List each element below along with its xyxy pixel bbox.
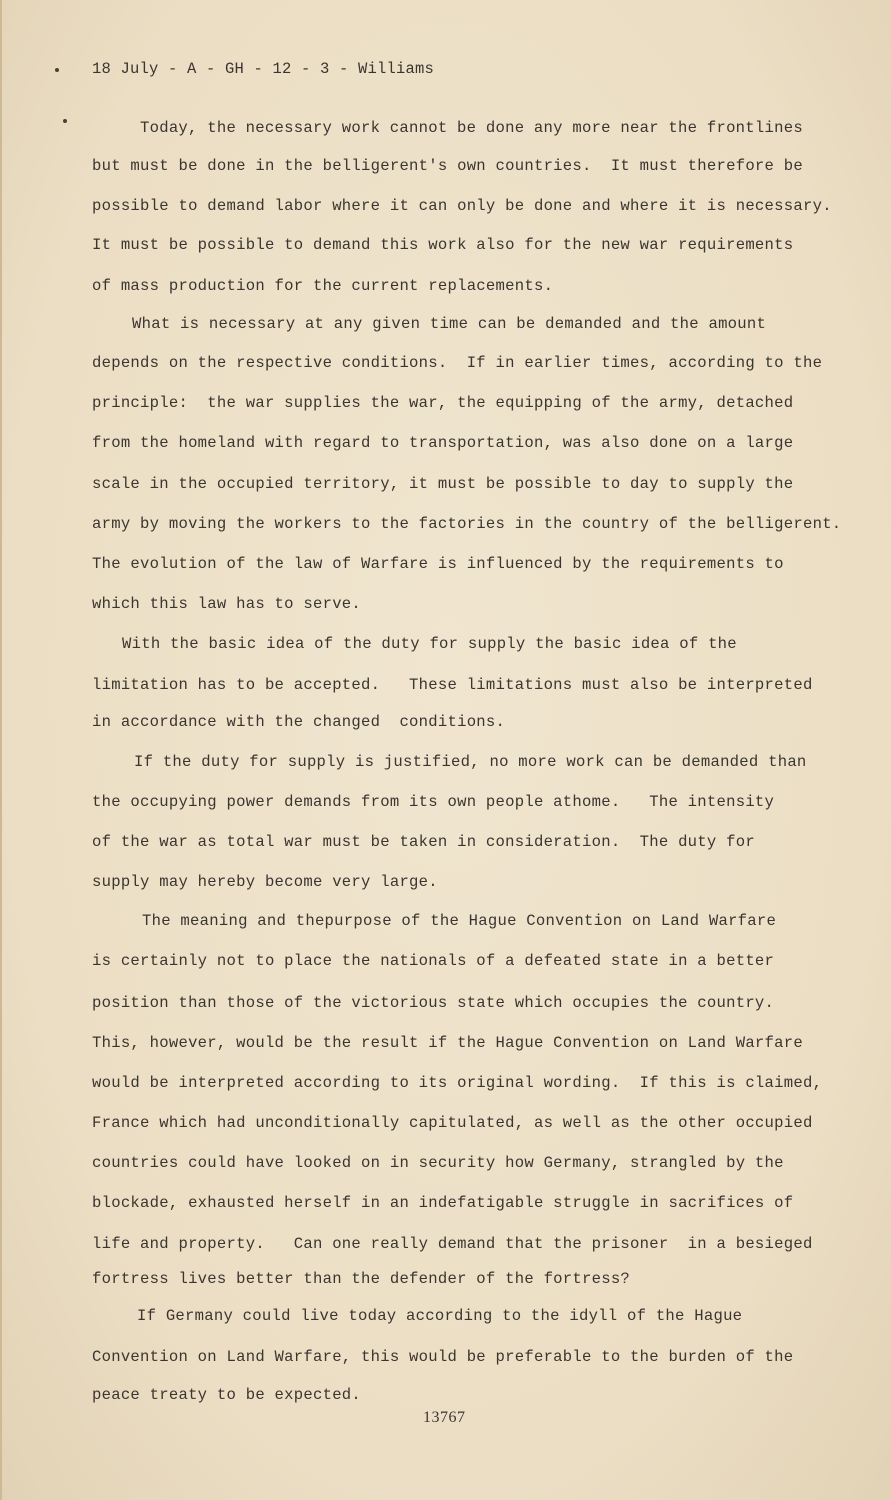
text-line: supply may hereby become very large. [92,873,438,891]
text-line: scale in the occupied territory, it must be possible to day to supply the [92,475,794,493]
text-line: If the duty for supply is justified, no more work can be demanded than [134,753,807,771]
text-line: which this law has to serve. [92,595,362,613]
text-line: This, however, would be the result if the Hague Convention on Land Warfare [92,1034,803,1052]
text-line: blockade, exhausted herself in an indefatigable struggle in sacrifices of [92,1194,794,1212]
text-line: countries could have looked on in security how Germany, strangled by the [92,1154,784,1172]
margin-dot-second [63,119,67,123]
text-line: What is necessary at any given time can be demanded and the amount [132,315,767,333]
text-line: Today, the necessary work cannot be done any more near the frontlines [140,119,803,137]
text-line: The evolution of the law of Warfare is influenced by the requirements to [92,555,784,573]
text-line: but must be done in the belligerent's own countries. It must therefore be [92,157,803,175]
text-line: the occupying power demands from its own people athome. The intensity [92,793,775,811]
text-line: in accordance with the changed conditions. [92,713,506,731]
text-line: depends on the respective conditions. If in earlier times, according to the [92,354,823,372]
text-line: If Germany could live today according to the idyll of the Hague [137,1307,743,1325]
text-line: would be interpreted according to its original wording. If this is claimed, [92,1074,823,1092]
text-line: fortress lives better than the defender of the fortress? [92,1270,631,1288]
page-header: 18 July - A - GH - 12 - 3 - Williams [92,60,435,78]
text-line: of the war as total war must be taken in consideration. The duty for [92,833,755,851]
text-line: limitation has to be accepted. These limitations must also be interpreted [92,676,813,694]
text-line: possible to demand labor where it can only be done and where it is necessary. [92,197,832,215]
text-line: France which had unconditionally capitulated, as well as the other occupied [92,1114,813,1132]
margin-dot-top [55,68,59,72]
text-line: from the homeland with regard to transportation, was also done on a large [92,434,794,452]
text-line: life and property. Can one really demand that the prisoner in a besieged [92,1235,813,1253]
text-line: of mass production for the current replacements. [92,277,554,295]
text-line: principle: the war supplies the war, the equipping of the army, detached [92,394,794,412]
text-line: is certainly not to place the nationals of a defeated state in a better [92,952,775,970]
text-line: It must be possible to demand this work also for the new war requirements [92,236,794,254]
text-line: The meaning and thepurpose of the Hague Convention on Land Warfare [142,912,777,930]
text-line: With the basic idea of the duty for supply the basic idea of the [122,635,737,653]
page-number: 13767 [423,1409,466,1426]
text-line: army by moving the workers to the factories in the country of the belligerent. [92,515,842,533]
text-line: Convention on Land Warfare, this would be preferable to the burden of the [92,1348,794,1366]
text-line: peace treaty to be expected. [92,1386,362,1404]
text-line: position than those of the victorious state which occupies the country. [92,994,775,1012]
